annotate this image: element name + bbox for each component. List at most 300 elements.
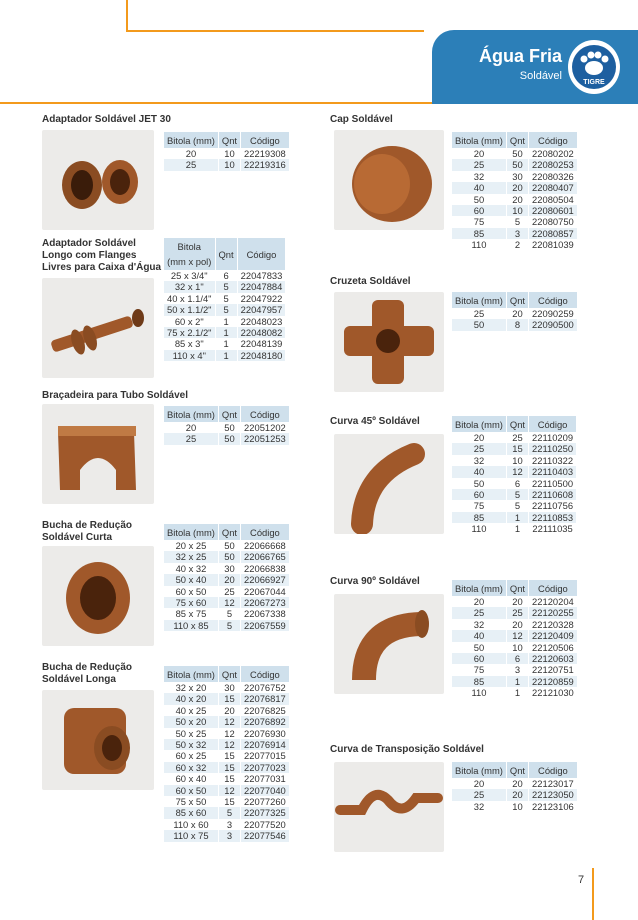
table-row bbox=[164, 807, 289, 818]
table-cell: 1 bbox=[506, 676, 528, 687]
table-cell: 12 bbox=[506, 466, 528, 477]
table-row bbox=[452, 789, 577, 800]
table-cell: 25 bbox=[473, 308, 485, 319]
table-cell: 22110500 bbox=[529, 478, 577, 489]
table-cell: 22110322 bbox=[529, 455, 577, 466]
table-row bbox=[164, 159, 289, 170]
table-header-row bbox=[452, 132, 577, 148]
product-title bbox=[42, 662, 132, 686]
table-cell: 25 bbox=[506, 607, 528, 618]
table-row bbox=[164, 551, 289, 562]
column-header: Qnt bbox=[506, 132, 528, 148]
table-cell: 1 bbox=[215, 350, 237, 361]
table-row bbox=[164, 316, 285, 327]
product-photo bbox=[42, 278, 154, 378]
table-cell: 20 bbox=[506, 778, 528, 789]
table-row bbox=[452, 596, 577, 607]
table-cell: 15 bbox=[218, 773, 240, 784]
table-header-row bbox=[452, 292, 577, 308]
table-row bbox=[452, 308, 577, 319]
table-cell: 20 x 25 bbox=[175, 540, 207, 551]
table-header-row bbox=[452, 580, 577, 596]
title-line: Soldável Longa bbox=[42, 674, 116, 685]
column-header: Qnt bbox=[506, 762, 528, 778]
table-cell: 50 bbox=[452, 319, 506, 330]
table-cell: 40 x 25 bbox=[175, 704, 207, 716]
table-cell: 5 bbox=[218, 620, 240, 631]
product-photo bbox=[42, 404, 154, 504]
table-row bbox=[164, 739, 289, 750]
table-row bbox=[164, 762, 289, 773]
table-cell: 25 bbox=[452, 443, 506, 454]
table-cell: 22076930 bbox=[241, 728, 289, 739]
product-photo bbox=[42, 130, 154, 230]
table-cell: 60 bbox=[452, 489, 506, 500]
table-cell: 22076825 bbox=[241, 705, 289, 716]
table-cell: 22110853 bbox=[529, 512, 577, 523]
table-cell: 32 x 20 bbox=[175, 682, 207, 693]
table-header-row bbox=[452, 416, 576, 432]
table-cell: 22120204 bbox=[529, 596, 577, 607]
table-cell: 20 bbox=[185, 422, 197, 433]
column-header bbox=[164, 238, 215, 270]
table-cell: 5 bbox=[218, 608, 240, 619]
table-cell: 25 x 3/4" bbox=[170, 270, 208, 281]
table-cell: 110 bbox=[471, 239, 487, 251]
table-row bbox=[164, 620, 289, 631]
column-header: Qnt bbox=[218, 524, 240, 540]
table-cell: 60 x 2" bbox=[174, 315, 204, 327]
header-subtitle: Soldável bbox=[519, 70, 562, 82]
table-cell: 20 bbox=[506, 182, 528, 193]
table-row bbox=[164, 293, 285, 304]
table-row bbox=[164, 773, 289, 784]
table-row bbox=[164, 682, 289, 693]
column-header: Qnt bbox=[218, 406, 240, 422]
table-cell: 10 bbox=[506, 205, 528, 216]
table-row bbox=[452, 216, 577, 227]
table-cell: 22080504 bbox=[529, 194, 577, 205]
table-row bbox=[452, 159, 577, 170]
table-cell: 85 x 75 bbox=[175, 608, 207, 620]
table-cell: 22077325 bbox=[241, 807, 289, 818]
table-cell: 50 bbox=[218, 540, 240, 551]
table-row bbox=[452, 642, 577, 653]
table-cell: 1 bbox=[506, 512, 528, 523]
table-cell: 22080407 bbox=[529, 182, 577, 193]
table-cell: 22219308 bbox=[241, 148, 289, 159]
table-row bbox=[164, 785, 289, 796]
table-cell: 32 bbox=[473, 618, 485, 630]
table-cell: 50 bbox=[506, 148, 528, 159]
table-cell: 22077546 bbox=[241, 830, 289, 841]
table-cell: 75 x 60 bbox=[164, 597, 218, 608]
table-cell: 22120409 bbox=[529, 630, 577, 641]
table-cell: 6 bbox=[506, 653, 528, 664]
table-cell: 75 bbox=[473, 216, 485, 228]
column-header: Código bbox=[241, 406, 289, 422]
table-cell: 75 x 2.1/2" bbox=[164, 327, 215, 338]
column-header: Código bbox=[241, 524, 289, 540]
table-cell: 22111035 bbox=[529, 523, 577, 534]
table-cell: 20 bbox=[506, 619, 528, 630]
table-cell: 22090500 bbox=[529, 319, 577, 330]
table-cell: 12 bbox=[218, 597, 240, 608]
table-cell: 25 bbox=[218, 586, 240, 597]
table-cell: 25 bbox=[164, 433, 218, 444]
table-cell: 5 bbox=[215, 293, 237, 304]
table-cell: 6 bbox=[506, 478, 528, 489]
column-header: Bitola (mm) bbox=[452, 762, 506, 778]
table-cell: 10 bbox=[506, 455, 528, 466]
table-cell: 20 bbox=[506, 194, 528, 205]
table-cell: 22047957 bbox=[237, 304, 285, 315]
product-title: Braçadeira para Tubo Soldável bbox=[42, 390, 188, 401]
table-cell: 22120328 bbox=[529, 619, 577, 630]
table-cell: 50 bbox=[506, 159, 528, 170]
table-cell: 110 x 60 bbox=[173, 818, 209, 830]
table-row bbox=[452, 500, 576, 511]
table-cell: 50 x 20 bbox=[164, 716, 218, 727]
product-title: Adaptador Soldável JET 30 bbox=[42, 114, 171, 125]
table-cell: 22120751 bbox=[529, 664, 577, 675]
table-cell: 32 bbox=[473, 800, 485, 812]
table-header-row bbox=[452, 762, 577, 778]
column-header: Código bbox=[529, 416, 577, 432]
table-cell: 110 x 4" bbox=[164, 350, 215, 361]
table-cell: 40 bbox=[452, 466, 506, 477]
table-cell: 6 bbox=[215, 270, 237, 281]
table-cell: 8 bbox=[506, 319, 528, 330]
decorative-line bbox=[126, 0, 128, 32]
table-cell: 22048139 bbox=[237, 338, 285, 349]
table-row bbox=[164, 433, 289, 444]
table-cell: 22080202 bbox=[529, 148, 577, 159]
table-cell: 25 bbox=[452, 159, 506, 170]
table-cell: 30 bbox=[506, 171, 528, 182]
table-cell: 50 bbox=[218, 422, 240, 433]
column-header: Bitola (mm) bbox=[452, 132, 506, 148]
table-cell: 85 bbox=[452, 228, 506, 239]
table-cell: 22120603 bbox=[529, 653, 577, 664]
table-row bbox=[452, 478, 576, 489]
table-cell: 25 bbox=[506, 432, 528, 443]
table-cell: 60 x 25 bbox=[175, 750, 207, 762]
table-cell: 32 bbox=[473, 454, 485, 466]
table-row bbox=[452, 171, 577, 182]
table-row bbox=[164, 728, 289, 739]
table-cell: 22077031 bbox=[241, 773, 289, 784]
header-line: Bitola bbox=[177, 241, 201, 252]
table-row bbox=[452, 205, 577, 216]
table-cell: 32 bbox=[473, 170, 485, 182]
table-cell: 22076817 bbox=[241, 693, 289, 704]
spec-table bbox=[452, 416, 576, 535]
table-row bbox=[164, 563, 289, 574]
table-cell: 15 bbox=[218, 796, 240, 807]
table-cell: 22047922 bbox=[237, 293, 285, 304]
table-cell: 22077040 bbox=[241, 785, 289, 796]
table-cell: 60 bbox=[452, 205, 506, 216]
table-cell: 22076914 bbox=[241, 739, 289, 750]
table-cell: 3 bbox=[218, 819, 240, 830]
table-row bbox=[164, 270, 285, 281]
table-cell: 20 bbox=[185, 148, 197, 159]
table-cell: 22047833 bbox=[237, 270, 285, 281]
table-row bbox=[452, 607, 577, 618]
table-cell: 22123050 bbox=[529, 789, 577, 800]
product-title: Cruzeta Soldável bbox=[330, 276, 411, 287]
table-cell: 12 bbox=[218, 716, 240, 727]
table-row bbox=[452, 239, 577, 250]
spec-table bbox=[452, 132, 577, 251]
column-header: Bitola (mm) bbox=[164, 406, 218, 422]
column-header: Código bbox=[529, 580, 577, 596]
spec-table bbox=[164, 132, 289, 171]
paw-icon bbox=[571, 44, 617, 90]
decorative-line bbox=[126, 30, 424, 32]
table-cell: 20 bbox=[506, 308, 528, 319]
table-cell: 10 bbox=[506, 801, 528, 812]
table-cell: 22067273 bbox=[241, 597, 289, 608]
table-cell: 1 bbox=[215, 327, 237, 338]
table-cell: 75 x 50 bbox=[175, 796, 207, 808]
column-header: Código bbox=[241, 132, 289, 148]
table-cell: 15 bbox=[506, 443, 528, 454]
table-cell: 5 bbox=[506, 489, 528, 500]
decorative-line bbox=[592, 868, 594, 920]
table-cell: 20 bbox=[506, 596, 528, 607]
table-cell: 1 bbox=[506, 523, 528, 534]
table-row bbox=[164, 819, 289, 830]
table-cell: 22077015 bbox=[241, 750, 289, 761]
table-row bbox=[452, 148, 577, 159]
table-cell: 22080857 bbox=[529, 228, 577, 239]
table-row bbox=[164, 705, 289, 716]
table-cell: 30 bbox=[218, 563, 240, 574]
table-cell: 22080326 bbox=[529, 171, 577, 182]
table-row bbox=[452, 182, 577, 193]
table-row bbox=[452, 443, 576, 454]
table-row bbox=[452, 228, 577, 239]
column-header: Bitola (mm) bbox=[452, 292, 506, 308]
table-cell: 5 bbox=[215, 281, 237, 292]
table-cell: 40 x 32 bbox=[175, 562, 207, 574]
table-cell: 22081039 bbox=[529, 239, 577, 250]
table-cell: 22066838 bbox=[241, 563, 289, 574]
table-cell: 10 bbox=[218, 148, 240, 159]
table-cell: 22110250 bbox=[529, 443, 577, 454]
table-cell: 22120506 bbox=[529, 642, 577, 653]
table-row bbox=[164, 574, 289, 585]
table-row bbox=[164, 422, 289, 433]
table-cell: 25 bbox=[452, 607, 506, 618]
table-row bbox=[164, 148, 289, 159]
table-cell: 40 bbox=[452, 182, 506, 193]
table-cell: 5 bbox=[506, 500, 528, 511]
table-cell: 22067044 bbox=[241, 586, 289, 597]
table-cell: 60 x 50 bbox=[164, 785, 218, 796]
column-header: Qnt bbox=[218, 132, 240, 148]
table-row bbox=[164, 281, 285, 292]
table-cell: 22067338 bbox=[241, 608, 289, 619]
product-photo bbox=[334, 594, 444, 694]
column-header: Qnt bbox=[215, 238, 237, 270]
table-cell: 22077260 bbox=[241, 796, 289, 807]
table-cell: 50 bbox=[473, 641, 485, 653]
table-cell: 50 bbox=[218, 433, 240, 444]
table-row bbox=[164, 796, 289, 807]
table-header-row bbox=[164, 238, 285, 270]
table-cell: 1 bbox=[215, 338, 237, 349]
table-cell: 3 bbox=[218, 830, 240, 841]
product-title: Curva de Transposição Soldável bbox=[330, 744, 484, 755]
table-cell: 22047884 bbox=[237, 281, 285, 292]
product-photo bbox=[334, 434, 444, 534]
table-cell: 15 bbox=[218, 762, 240, 773]
table-row bbox=[164, 350, 285, 361]
spec-table bbox=[452, 292, 577, 331]
column-header: Qnt bbox=[506, 416, 528, 432]
product-photo bbox=[42, 546, 154, 646]
column-header: Código bbox=[529, 292, 577, 308]
table-row bbox=[452, 676, 577, 687]
title-line: Soldável Curta bbox=[42, 532, 113, 543]
table-cell: 2 bbox=[506, 239, 528, 250]
title-line: Livres para Caixa d'Água bbox=[42, 262, 162, 273]
product-photo bbox=[334, 292, 444, 392]
table-cell: 22120859 bbox=[529, 676, 577, 687]
column-header: Código bbox=[529, 132, 577, 148]
table-cell: 22110756 bbox=[529, 500, 577, 511]
table-header-row bbox=[164, 666, 289, 682]
table-cell: 22051202 bbox=[241, 422, 289, 433]
table-cell: 22048180 bbox=[237, 350, 285, 361]
table-cell: 85 x 3" bbox=[174, 338, 204, 350]
table-cell: 22110209 bbox=[529, 432, 577, 443]
table-cell: 85 bbox=[452, 512, 506, 523]
table-cell: 22067559 bbox=[241, 620, 289, 631]
table-row bbox=[452, 512, 576, 523]
table-row bbox=[164, 830, 289, 841]
table-row bbox=[164, 693, 289, 704]
table-cell: 3 bbox=[506, 664, 528, 675]
table-cell: 20 bbox=[473, 596, 485, 607]
table-cell: 22080750 bbox=[529, 216, 577, 227]
page-number: 7 bbox=[578, 874, 585, 886]
title-line: Bucha de Redução bbox=[42, 662, 133, 673]
table-cell: 50 x 25 bbox=[175, 727, 207, 739]
table-cell: 22066765 bbox=[241, 551, 289, 562]
table-row bbox=[164, 327, 285, 338]
table-cell: 75 bbox=[473, 500, 485, 512]
spec-table bbox=[452, 762, 577, 812]
column-header: Bitola (mm) bbox=[452, 580, 506, 596]
table-cell: 22123017 bbox=[529, 778, 577, 789]
table-cell: 22121030 bbox=[529, 687, 577, 698]
table-cell: 20 bbox=[506, 789, 528, 800]
table-cell: 50 x 40 bbox=[164, 574, 218, 585]
column-header: Código bbox=[529, 762, 577, 778]
table-cell: 22076892 bbox=[241, 716, 289, 727]
title-line: Adaptador Soldável bbox=[42, 238, 136, 249]
spec-table bbox=[452, 580, 577, 699]
product-title: Curva 45º Soldável bbox=[330, 416, 420, 427]
table-cell: 50 x 1.1/2" bbox=[164, 304, 215, 315]
column-header: Bitola (mm) bbox=[164, 524, 218, 540]
table-cell: 50 x 32 bbox=[164, 739, 218, 750]
product-photo bbox=[334, 762, 444, 852]
table-row bbox=[164, 338, 285, 349]
table-cell: 40 bbox=[452, 630, 506, 641]
table-cell: 50 bbox=[473, 193, 485, 205]
table-cell: 60 x 50 bbox=[175, 585, 207, 597]
logo-text: TIGRE bbox=[583, 79, 605, 86]
title-line: Longo com Flanges bbox=[42, 250, 137, 261]
table-row bbox=[164, 540, 289, 551]
table-cell: 40 x 1.1/4" bbox=[167, 292, 212, 304]
table-cell: 20 bbox=[473, 778, 485, 789]
product-photo bbox=[42, 690, 154, 790]
table-row bbox=[452, 801, 577, 812]
table-cell: 22076752 bbox=[241, 682, 289, 693]
table-row bbox=[452, 489, 576, 500]
table-cell: 50 bbox=[473, 477, 485, 489]
decorative-line bbox=[0, 102, 432, 104]
table-cell: 12 bbox=[218, 739, 240, 750]
table-cell: 20 bbox=[473, 432, 485, 443]
table-cell: 10 bbox=[506, 642, 528, 653]
spec-table bbox=[164, 666, 289, 842]
header-title: Água Fria bbox=[478, 46, 562, 66]
column-header: Qnt bbox=[506, 292, 528, 308]
table-cell: 110 x 75 bbox=[164, 830, 218, 841]
product-title: Curva 90º Soldável bbox=[330, 576, 420, 587]
table-cell: 85 x 60 bbox=[164, 807, 218, 818]
spec-table bbox=[164, 524, 289, 631]
header-line: (mm x pol) bbox=[167, 256, 212, 267]
table-row bbox=[452, 194, 577, 205]
table-cell: 22077520 bbox=[241, 819, 289, 830]
table-cell: 20 bbox=[473, 148, 485, 159]
table-cell: 30 bbox=[218, 682, 240, 693]
table-row bbox=[452, 664, 577, 675]
table-cell: 60 bbox=[452, 653, 506, 664]
product-title bbox=[42, 520, 132, 544]
column-header: Bitola (mm) bbox=[452, 416, 506, 432]
product-photo bbox=[334, 130, 444, 230]
spec-table bbox=[164, 406, 289, 445]
table-cell: 20 bbox=[218, 574, 240, 585]
table-cell: 110 x 85 bbox=[164, 620, 218, 631]
table-cell: 22077023 bbox=[241, 762, 289, 773]
table-cell: 22066927 bbox=[241, 574, 289, 585]
table-header-row bbox=[164, 524, 289, 540]
tigre-logo bbox=[568, 40, 620, 94]
table-header-row bbox=[164, 406, 289, 422]
table-cell: 22110403 bbox=[529, 466, 577, 477]
table-header-row bbox=[164, 132, 289, 148]
table-cell: 1 bbox=[506, 687, 528, 698]
table-cell: 32 x 1" bbox=[164, 281, 215, 292]
product-title bbox=[42, 238, 161, 274]
title-line: Bucha de Redução bbox=[42, 520, 133, 531]
column-header: Código bbox=[237, 238, 285, 270]
table-cell: 40 x 20 bbox=[164, 693, 218, 704]
table-cell: 22110608 bbox=[529, 489, 577, 500]
table-cell: 22080253 bbox=[529, 159, 577, 170]
product-title: Cap Soldável bbox=[330, 114, 393, 125]
